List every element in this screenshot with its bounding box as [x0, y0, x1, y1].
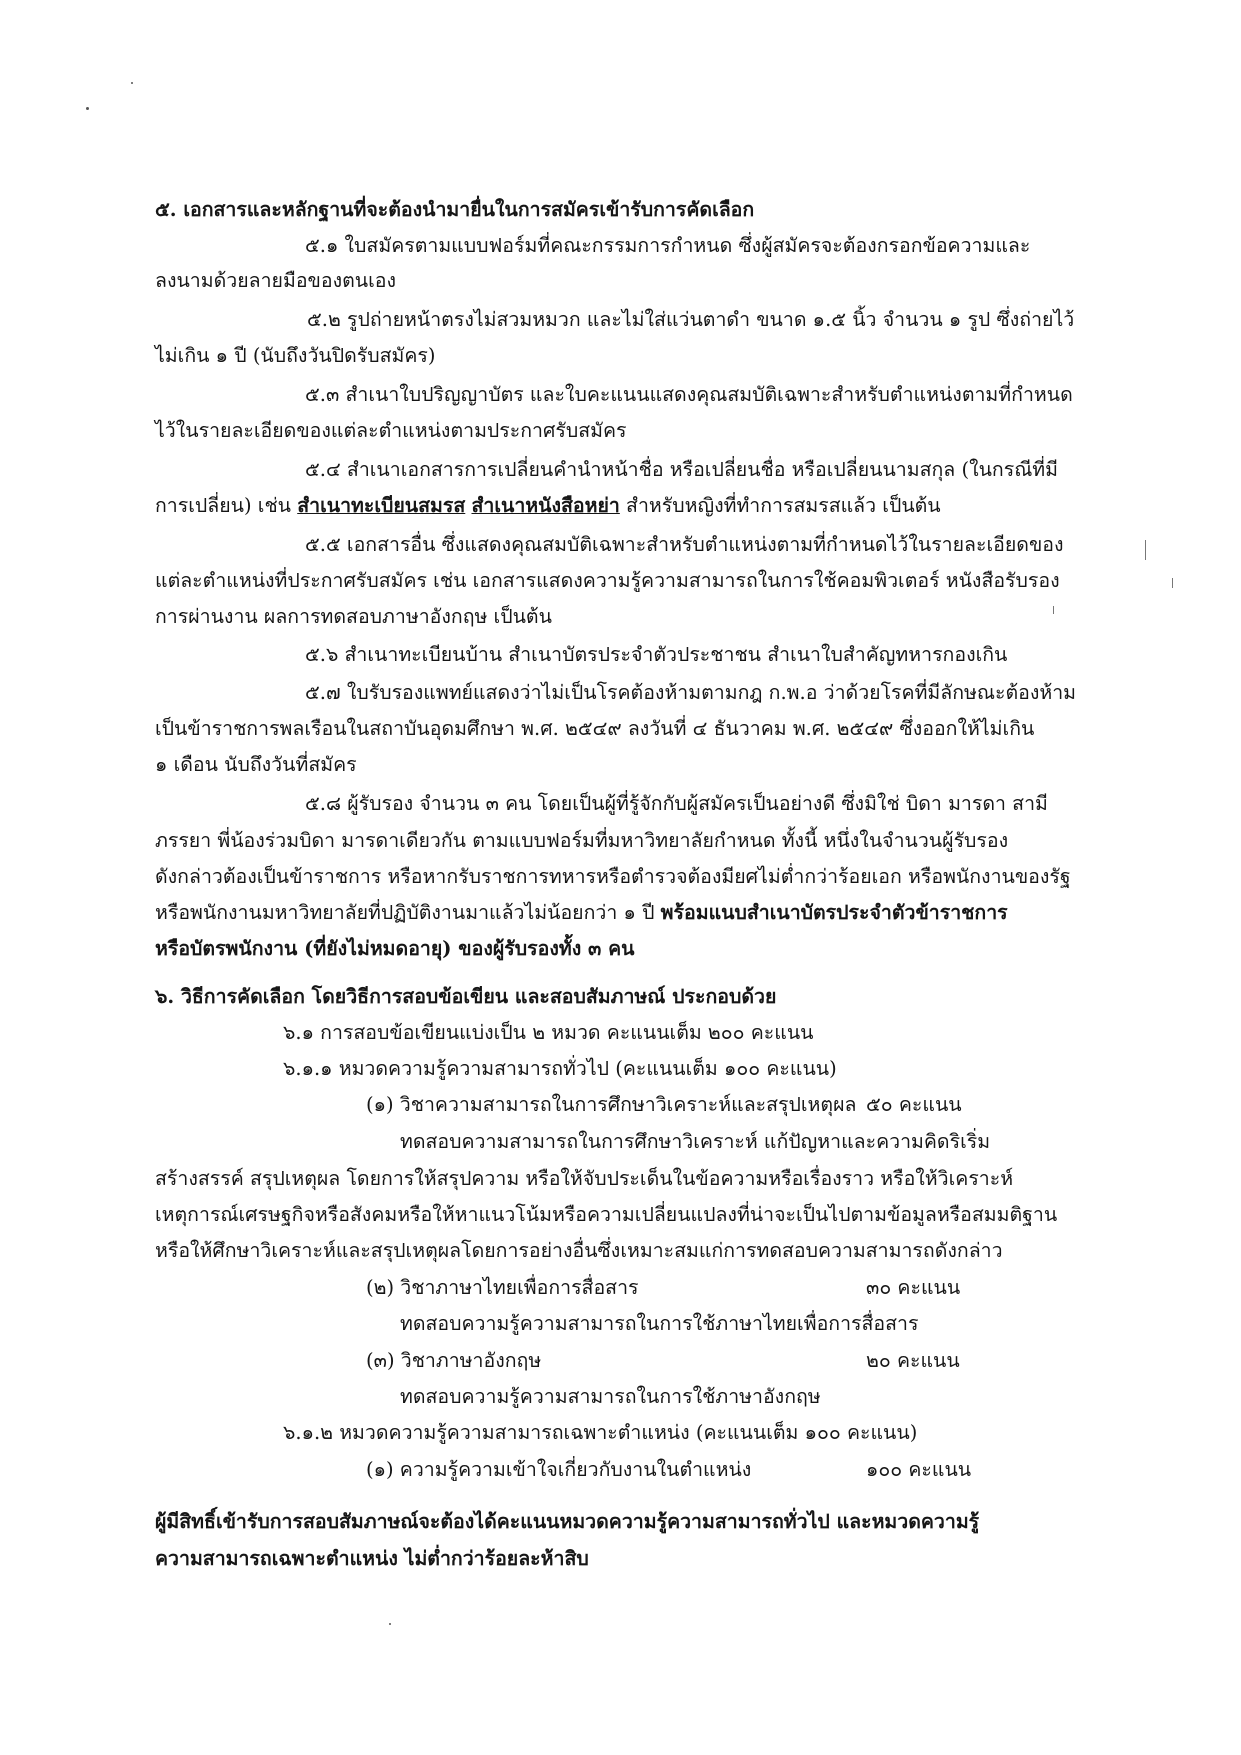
scan-mark	[1172, 578, 1173, 588]
subject-a3-desc-1: ทดสอบความรู้ความสามารถในการใช้ภาษาอังกฤษ	[400, 1385, 821, 1408]
item-5-5-line-2: แต่ละตำแหน่งที่ประกาศรับสมัคร เช่น เอกสารแสดงความรู้ความสามารถในการใช้คอมพิวเตอร์ หนังสือรับรอง	[155, 569, 1060, 592]
item-5-7-line-1: ๕.๗ ใบรับรองแพทย์แสดงว่าไม่เป็นโรคต้องห้ามตามกฎ ก.พ.อ ว่าด้วยโรคที่มีลักษณะต้องห้าม	[305, 681, 1077, 704]
item-5-4-line-1: ๕.๔ สำเนาเอกสารการเปลี่ยนคำนำหน้าชื่อ หรือเปลี่ยนชื่อ หรือเปลี่ยนนามสกุล (ในกรณีที่มี	[305, 458, 1058, 481]
subject-a3-title: (๓) วิชาภาษาอังกฤษ	[366, 1349, 542, 1372]
item-5-2-line-2: ไม่เกิน ๑ ปี (นับถึงวันปิดรับสมัคร)	[155, 344, 436, 367]
item-5-3-line-2: ไว้ในรายละเอียดของแต่ละตำแหน่งตามประกาศรับสมัคร	[155, 419, 627, 442]
item-5-5-line-1: ๕.๕ เอกสารอื่น ซึ่งแสดงคุณสมบัติเฉพาะสำหรับตำแหน่งตามที่กำหนดไว้ในรายละเอียดของ	[305, 533, 1064, 556]
item-5-8-line-1: ๕.๘ ผู้รับรอง จำนวน ๓ คน โดยเป็นผู้ที่รู้จักกับผู้สมัครเป็นอย่างดี ซึ่งมิใช่ บิดา มารดา สามี	[305, 792, 1048, 815]
section-6-heading: ๖. วิธีการคัดเลือก โดยวิธีการสอบข้อเขียน และสอบสัมภาษณ์ ประกอบด้วย	[155, 985, 777, 1008]
subject-a1-title: (๑) วิชาความสามารถในการศึกษาวิเคราะห์และสรุปเหตุผล	[366, 1093, 857, 1116]
subsection-6-1-1: ๖.๑.๑ หมวดความรู้ความสามารถทั่วไป (คะแนนเต็ม ๑๐๐ คะแนน)	[283, 1057, 837, 1080]
item-5-8-line-5: หรือบัตรพนักงาน (ที่ยังไม่หมดอายุ) ของผู้รับรองทั้ง ๓ คน	[155, 937, 635, 960]
item-5-3-line-1: ๕.๓ สำเนาใบปริญญาบัตร และใบคะแนนแสดงคุณสมบัติเฉพาะสำหรับตำแหน่งตามที่กำหนด	[305, 383, 1073, 406]
item-5-2-line-1: ๕.๒ รูปถ่ายหน้าตรงไม่สวมหมวก และไม่ใส่แว่นตาดำ ขนาด ๑.๕ นิ้ว จำนวน ๑ รูป ซึ่งถ่ายไว้	[307, 308, 1075, 331]
subject-b1-title: (๑) ความรู้ความเข้าใจเกี่ยวกับงานในตำแหน่ง	[366, 1458, 752, 1481]
item-5-6-line-1: ๕.๖ สำเนาทะเบียนบ้าน สำเนาบัตรประจำตัวประชาชน สำเนาใบสำคัญทหารกองเกิน	[305, 643, 1008, 666]
item-5-8-line-2: ภรรยา พี่น้องร่วมบิดา มารดาเดียวกัน ตามแบบฟอร์มที่มหาวิทยาลัยกำหนด ทั้งนี้ หนึ่งในจำนวนผู้รับรอง	[155, 829, 1009, 852]
item-5-5-line-3: การผ่านงาน ผลการทดสอบภาษาอังกฤษ เป็นต้น	[155, 605, 552, 628]
subject-a2-title: (๒) วิชาภาษาไทยเพื่อการสื่อสาร	[366, 1276, 639, 1299]
scan-mark	[1053, 606, 1054, 614]
item-5-8-line-4	[155, 898, 1008, 928]
subsection-6-1: ๖.๑ การสอบข้อเขียนแบ่งเป็น ๒ หมวด คะแนนเต็ม ๒๐๐ คะแนน	[283, 1021, 814, 1044]
subject-a1-desc-2: สร้างสรรค์ สรุปเหตุผล โดยการให้สรุปความ หรือให้จับประเด็นในข้อความหรือเรื่องราว หรือให้วิเคราะห์	[155, 1167, 1014, 1190]
section-5-heading: ๕. เอกสารและหลักฐานที่จะต้องนำมายื่นในการสมัครเข้ารับการคัดเลือก	[155, 198, 755, 221]
item-5-4-line-2	[155, 491, 941, 521]
interview-note-line-2: ความสามารถเฉพาะตำแหน่ง ไม่ต่ำกว่าร้อยละห้าสิบ	[155, 1547, 589, 1570]
item-5-8-text: หรือพนักงานมหาวิทยาลัยที่ปฏิบัติงานมาแล้วไม่น้อยกว่า ๑ ปี	[155, 901, 661, 924]
subject-a1-score: ๕๐ คะแนน	[866, 1093, 962, 1116]
item-5-1-line-2: ลงนามด้วยลายมือของตนเอง	[155, 269, 396, 292]
scan-speck	[131, 82, 133, 84]
scan-speck	[86, 107, 89, 110]
scan-mark	[1145, 540, 1146, 560]
interview-note-line-1: ผู้มีสิทธิ์เข้ารับการสอบสัมภาษณ์จะต้องได้คะแนนหมวดความรู้ความสามารถทั่วไป และหมวดความรู้	[155, 1510, 980, 1533]
subject-a1-desc-3: เหตุการณ์เศรษฐกิจหรือสังคมหรือให้หาแนวโน้มหรือความเปลี่ยนแปลงที่น่าจะเป็นไปตามข้อมูลหรือสมมติฐาน	[155, 1203, 1058, 1226]
subject-a3-score: ๒๐ คะแนน	[866, 1349, 960, 1372]
item-5-7-line-3: ๑ เดือน นับถึงวันที่สมัคร	[155, 753, 357, 776]
item-5-7-line-2: เป็นข้าราชการพลเรือนในสถาบันอุดมศึกษา พ.ศ. ๒๕๔๙ ลงวันที่ ๔ ธันวาคม พ.ศ. ๒๕๔๙ ซึ่งออกให้ไม่เกิน	[155, 717, 1035, 740]
item-5-4-text: การเปลี่ยน) เช่น	[155, 494, 298, 517]
subject-a2-score: ๓๐ คะแนน	[866, 1276, 961, 1299]
item-5-8-bold-text: พร้อมแนบสำเนาบัตรประจำตัวข้าราชการ	[660, 901, 1008, 924]
subject-a2-desc-1: ทดสอบความรู้ความสามารถในการใช้ภาษาไทยเพื่อการสื่อสาร	[400, 1312, 919, 1335]
subject-a1-desc-4: หรือให้ศึกษาวิเคราะห์และสรุปเหตุผลโดยการอย่างอื่นซึ่งเหมาะสมแก่การทดสอบความสามารถดังกล่าว	[155, 1239, 1003, 1262]
item-5-1-line-1: ๕.๑ ใบสมัครตามแบบฟอร์มที่คณะกรรมการกำหนด ซึ่งผู้สมัครจะต้องกรอกข้อความและ	[305, 234, 1031, 257]
item-5-8-line-3: ดังกล่าวต้องเป็นข้าราชการ หรือหากรับราชการทหารหรือตำรวจต้องมียศไม่ต่ำกว่าร้อยเอก หรือพนักงานของรัฐ	[155, 865, 1071, 888]
subject-b1-score: ๑๐๐ คะแนน	[866, 1458, 972, 1481]
scan-speck	[389, 1623, 391, 1625]
item-5-4-tail: สำหรับหญิงที่ทำการสมรสแล้ว เป็นต้น	[619, 494, 941, 517]
subject-a1-desc-1: ทดสอบความสามารถในการศึกษาวิเคราะห์ แก้ปัญหาและความคิดริเริ่ม	[400, 1130, 991, 1153]
underlined-divorce-certificate: สำเนาหนังสือหย่า	[471, 494, 620, 517]
underlined-marriage-certificate: สำเนาทะเบียนสมรส	[297, 494, 466, 517]
subsection-6-1-2: ๖.๑.๒ หมวดความรู้ความสามารถเฉพาะตำแหน่ง (คะแนนเต็ม ๑๐๐ คะแนน)	[283, 1421, 918, 1444]
